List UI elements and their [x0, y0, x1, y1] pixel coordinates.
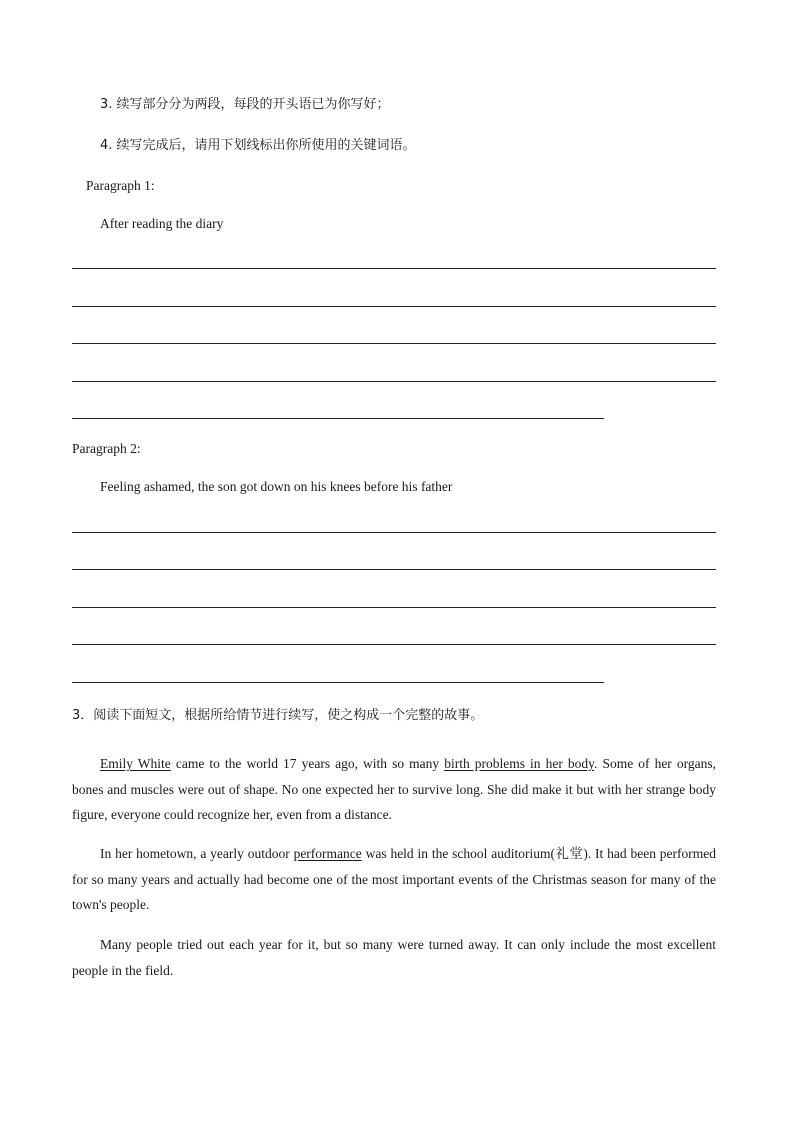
instruction-item-3: 3. 续写部分分为两段，每段的开头语已为你写好；: [100, 97, 390, 112]
underlined-phrase: birth problems in her body: [444, 756, 595, 771]
paragraph-1-label: Paragraph 1:: [86, 178, 155, 193]
writing-line: [72, 644, 716, 645]
writing-line: [72, 381, 716, 382]
writing-line: [72, 532, 716, 533]
story-paragraph-1: Emily White came to the world 17 years ago, with so many birth problems in her body. Some of her organs, bones and muscles were out of shape. No one expected her to survive long. She did make it but with her strange body figure, everyone could recognize her, even from a distance.: [72, 756, 716, 822]
underlined-name: Emily White: [100, 756, 171, 771]
instruction-item-4: 4. 续写完成后，请用下划线标出你所使用的关键词语。: [100, 138, 416, 153]
paragraph-1-opening: After reading the diary: [100, 216, 224, 231]
paragraph-2-opening: Feeling ashamed, the son got down on his knees before his father: [100, 479, 453, 494]
writing-line: [72, 569, 716, 570]
story-paragraph-2: In her hometown, a yearly outdoor performance was held in the school auditorium(礼堂). It had been performed for so many years and actually had become one of the most important events of the Christmas season for many of the town's people.: [72, 846, 716, 912]
underlined-phrase: performance: [293, 846, 362, 861]
writing-line: [72, 306, 716, 307]
writing-line: [72, 682, 604, 683]
writing-line: [72, 418, 604, 419]
question-3-title: 3．阅读下面短文，根据所给情节进行续写，使之构成一个完整的故事。: [72, 708, 484, 723]
story-paragraph-3: Many people tried out each year for it, but so many were turned away. It can only include the most excellent people in the field.: [72, 937, 716, 978]
writing-line: [72, 607, 716, 608]
writing-line: [72, 343, 716, 344]
paragraph-2-label: Paragraph 2:: [72, 441, 141, 456]
writing-line: [72, 268, 716, 269]
